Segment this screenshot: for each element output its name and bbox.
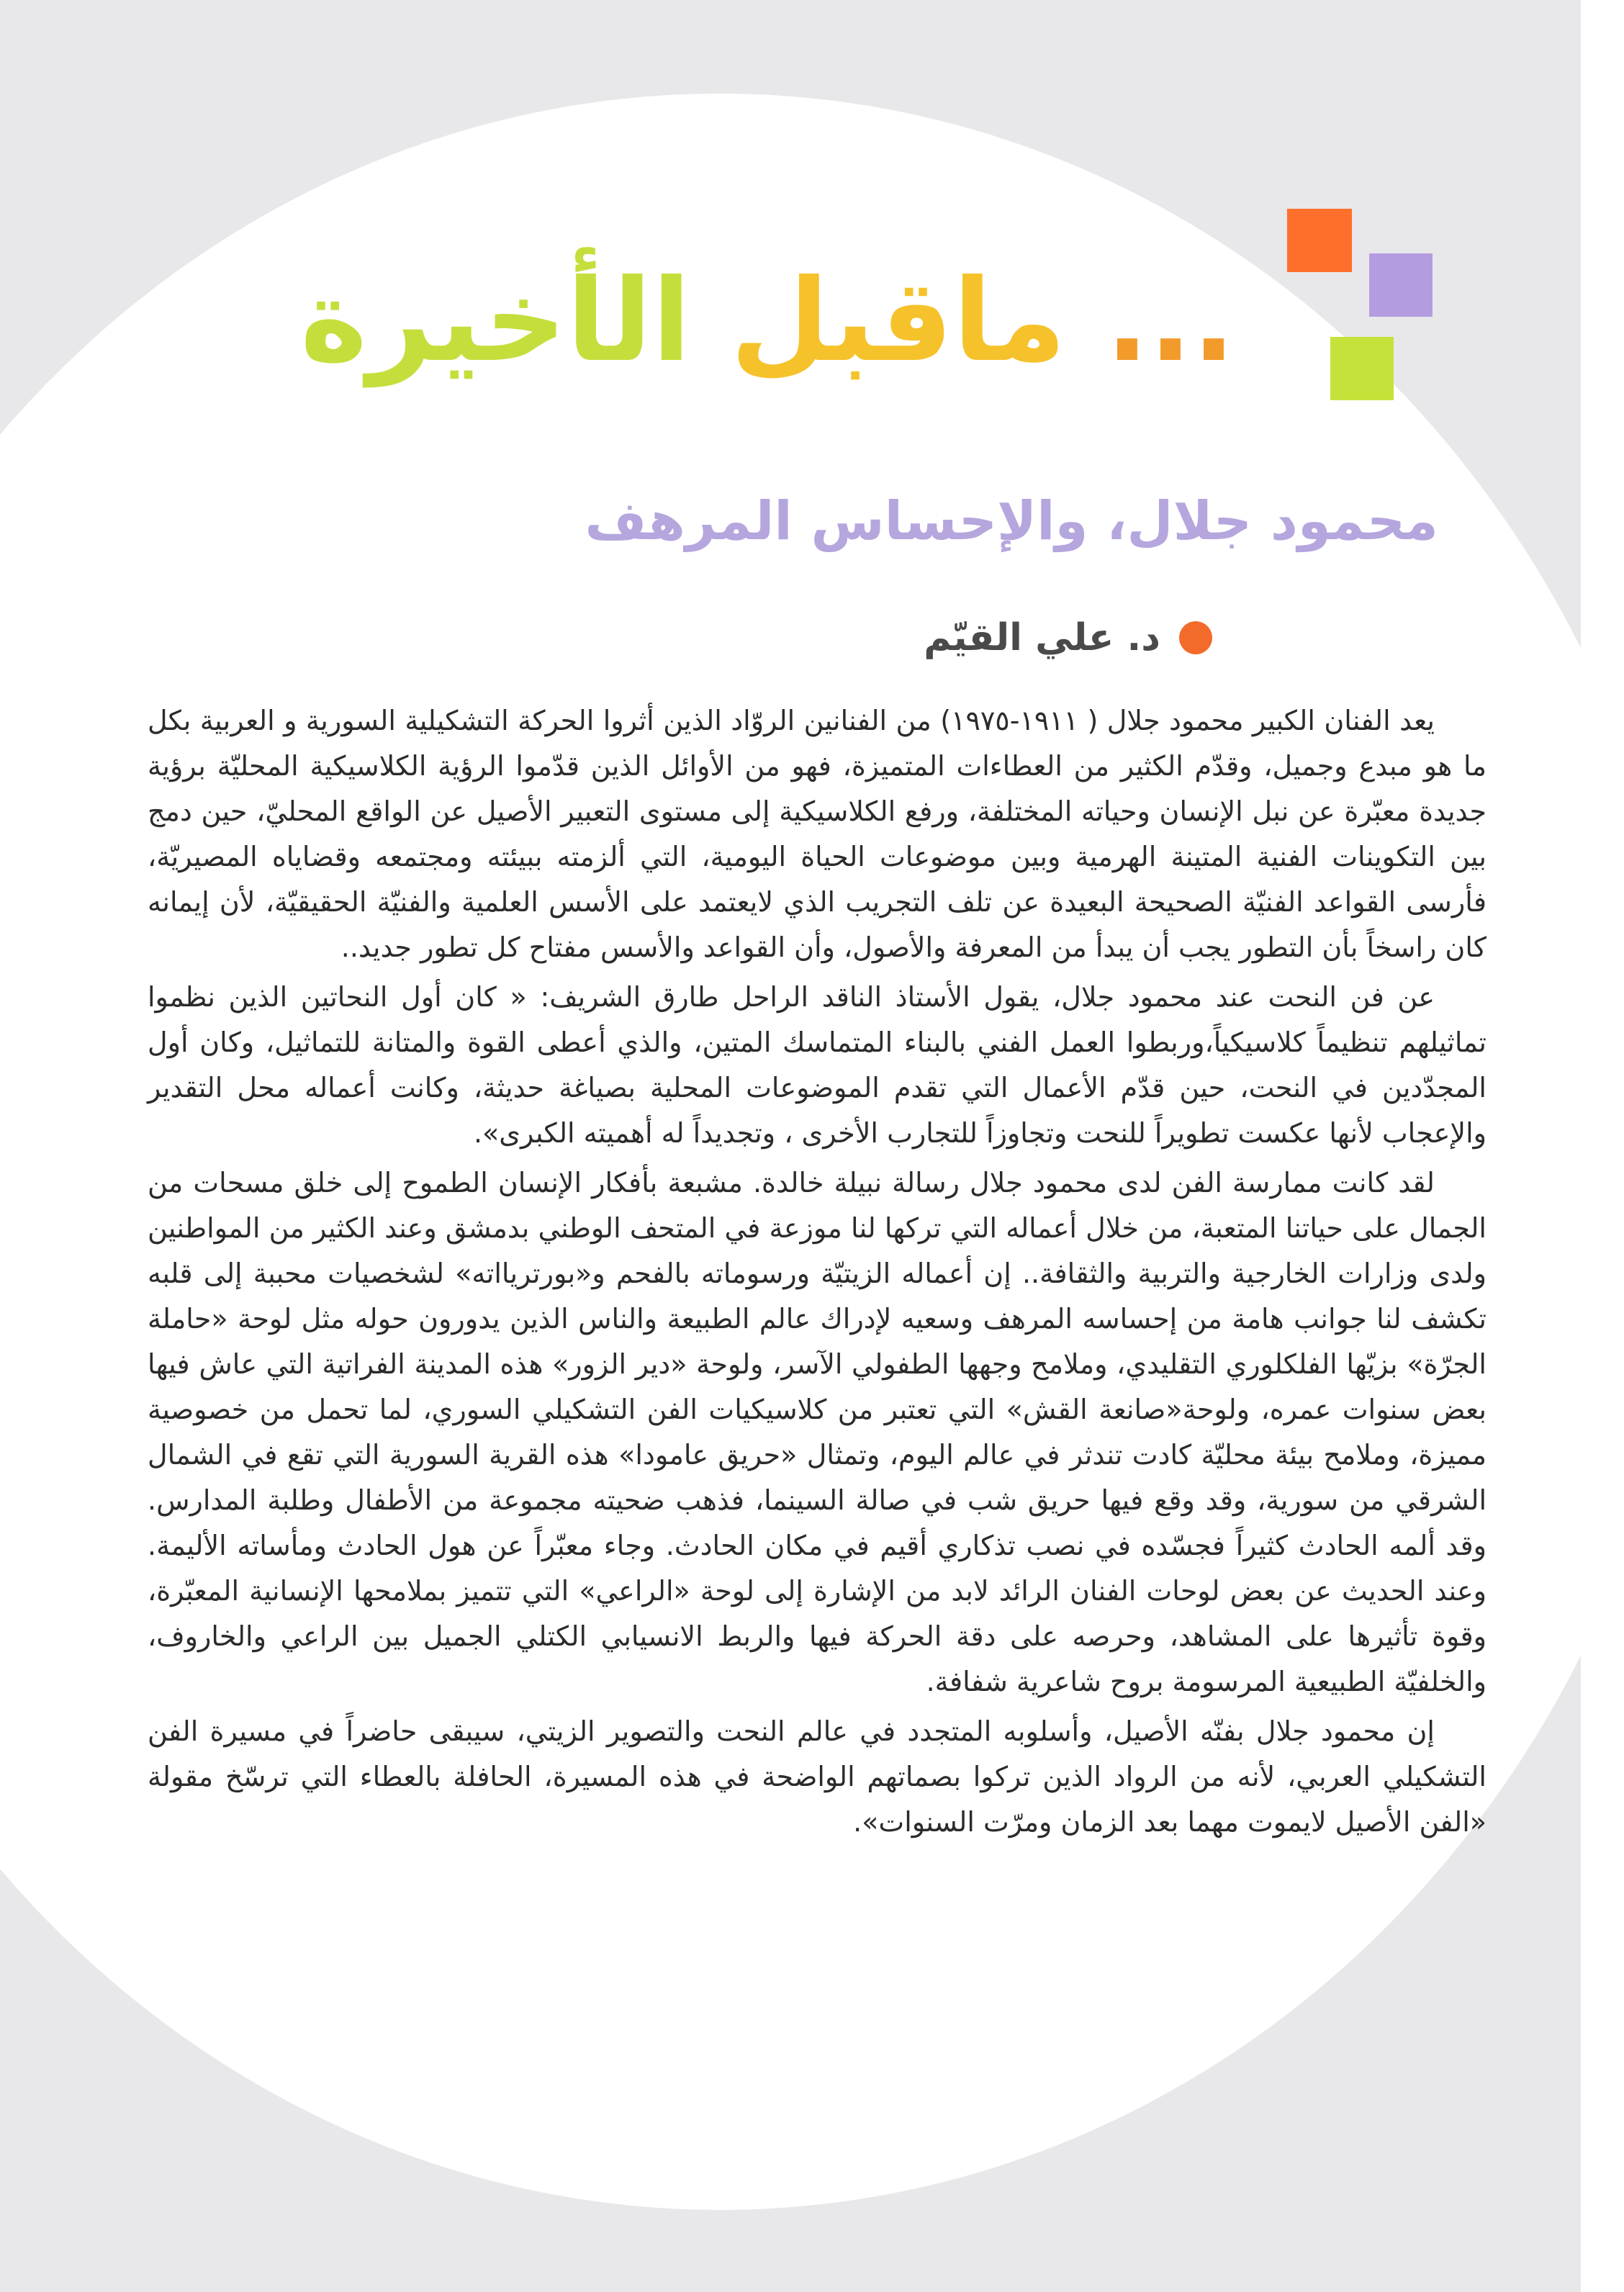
page-edge-strip	[1581, 0, 1624, 2292]
bullet-dot-icon	[1179, 621, 1212, 654]
author-name: د. علي القيّم	[924, 616, 1160, 659]
paragraph: لقد كانت ممارسة الفن لدى محمود جلال رسالة نبيلة خالدة. مشبعة بأفكار الإنسان الطموح إلى خلق مسحات من الجمال على حياتنا المتعبة، من خلال أعماله التي تركها لنا موزعة في المتحف الوطني بدمشق وعند الكثير من المواطنين ولدى وزارات الخارجية والتربية والثقافة.. إن أعماله الزيتيّة ورسوماته بالفحم و«بورتريااته» لشخصيات محببة إلى قلبه تكشف لنا جوانب هامة من إحساسه المرهف وسعيه لإدراك عالم الطبيعة والناس الذين يدورون حوله مثل لوحة «حاملة الجرّة» بزيّها الفلكلوري التقليدي، وملامح وجهها الطفولي الآسر، ولوحة «دير الزور» هذه المدينة الفراتية التي عاش فيها بعض سنوات عمره، ولوحة«صانعة القش» التي تعتبر من كلاسيكيات الفن التشكيلي السوري، لما تحمل من خصوصية مميزة، وملامح بيئة محليّة كادت تندثر في عالم اليوم، وتمثال «حريق عامودا» هذه القرية السورية التي تقع في الشمال الشرقي من سورية، وقد وقع فيها حريق شب في صالة السينما، فذهب ضحيته مجموعة من الأطفال وطلبة المدارس. وقد ألمه الحادث كثيراً فجسّده في نصب تذكاري أقيم في مكان الحادث. وجاء معبّراً عن هول الحادث ومأساته الأليمة. وعند الحديث عن بعض لوحات الفنان الرائد لابد من الإشارة إلى لوحة «الراعي» التي تتميز بملامحها الإنسانية المعبّرة، وقوة تأثيرها على المشاهد، وحرصه على دقة الحركة فيها والربط الانسيابي الكتلي الجميل بين الراعي والخاروف، والخلفيّة الطبيعية المرسومة بروح شاعرية شفافة.	[148, 1167, 1487, 1697]
paragraph: يعد الفنان الكبير محمود جلال ( ١٩١١-١٩٧٥) من الفنانين الروّاد الذين أثروا الحركة التشكيلية السورية و العربية بكل ما هو مبدع وجميل، وقدّم الكثير من العطاءات المتميزة، فهو من الأوائل الذين قدّموا الرؤية الكلاسيكية المحليّة برؤية جديدة معبّرة عن نبل الإنسان وحياته المختلفة، ورفع الكلاسيكية إلى مستوى التعبير الأصيل عن الواقع المحليّ، حين دمج بين التكوينات الفنية المتينة الهرمية وبين موضوعات الحياة اليومية، التي ألزمته ببيئته ومجتمعه وقضاياه المصيريّة، فأرسى القواعد الفنيّة الصحيحة البعيدة عن تلف التجريب الذي لايعتمد على الأسس العلمية والفنيّة الحقيقيّة، لأن إيمانه كان راسخاً بأن التطور يجب أن يبدأ من المعرفة والأصول، وأن القواعد والأسس مفتاح كل تطور جديد..	[148, 705, 1487, 963]
paragraph: إن محمود جلال بفنّه الأصيل، وأسلوبه المتجدد في عالم النحت والتصوير الزيتي، سيبقى حاضراً في مسيرة الفن التشكيلي العربي، لأنه من الرواد الذين تركوا بصماتهم الواضحة في هذه المسيرة، الحافلة بالعطاء التي ترسّخ مقولة «الفن الأصيل لايموت مهما بعد الزمان ومرّت السنوات».	[148, 1715, 1487, 1838]
byline	[924, 616, 1212, 659]
title-ellipsis: ...	[1065, 255, 1235, 387]
article-title: محمود جلال، والإحساس المرهف	[585, 490, 1438, 552]
title-word-before: ماقبل	[730, 255, 1066, 387]
orange-square-decoration	[1287, 209, 1352, 272]
title-word-last: الأخيرة	[300, 255, 731, 387]
paragraph: عن فن النحت عند محمود جلال، يقول الأستاذ الناقد الراحل طارق الشريف: « كان أول النحاتين الذين نظموا تماثيلهم تنظيماً كلاسيكياً،وربطوا العمل الفني بالبناء المتماسك المتين، والذي أعطى القوة والمتانة للتماثيل، وكان أول المجدّدين في النحت، حين قدّم الأعمال التي تقدم الموضوعات المحلية بصياغة حديثة، وكانت أعماله محل التقدير والإعجاب لأنها عكست تطويراً للنحت وتجاوزاً للتجارب الأخرى ، وتجديداً له أهميته الكبرى».	[148, 981, 1487, 1149]
section-title	[300, 255, 1235, 387]
article-body	[148, 698, 1487, 1849]
lime-square-decoration	[1330, 337, 1394, 400]
purple-square-decoration	[1369, 253, 1433, 317]
